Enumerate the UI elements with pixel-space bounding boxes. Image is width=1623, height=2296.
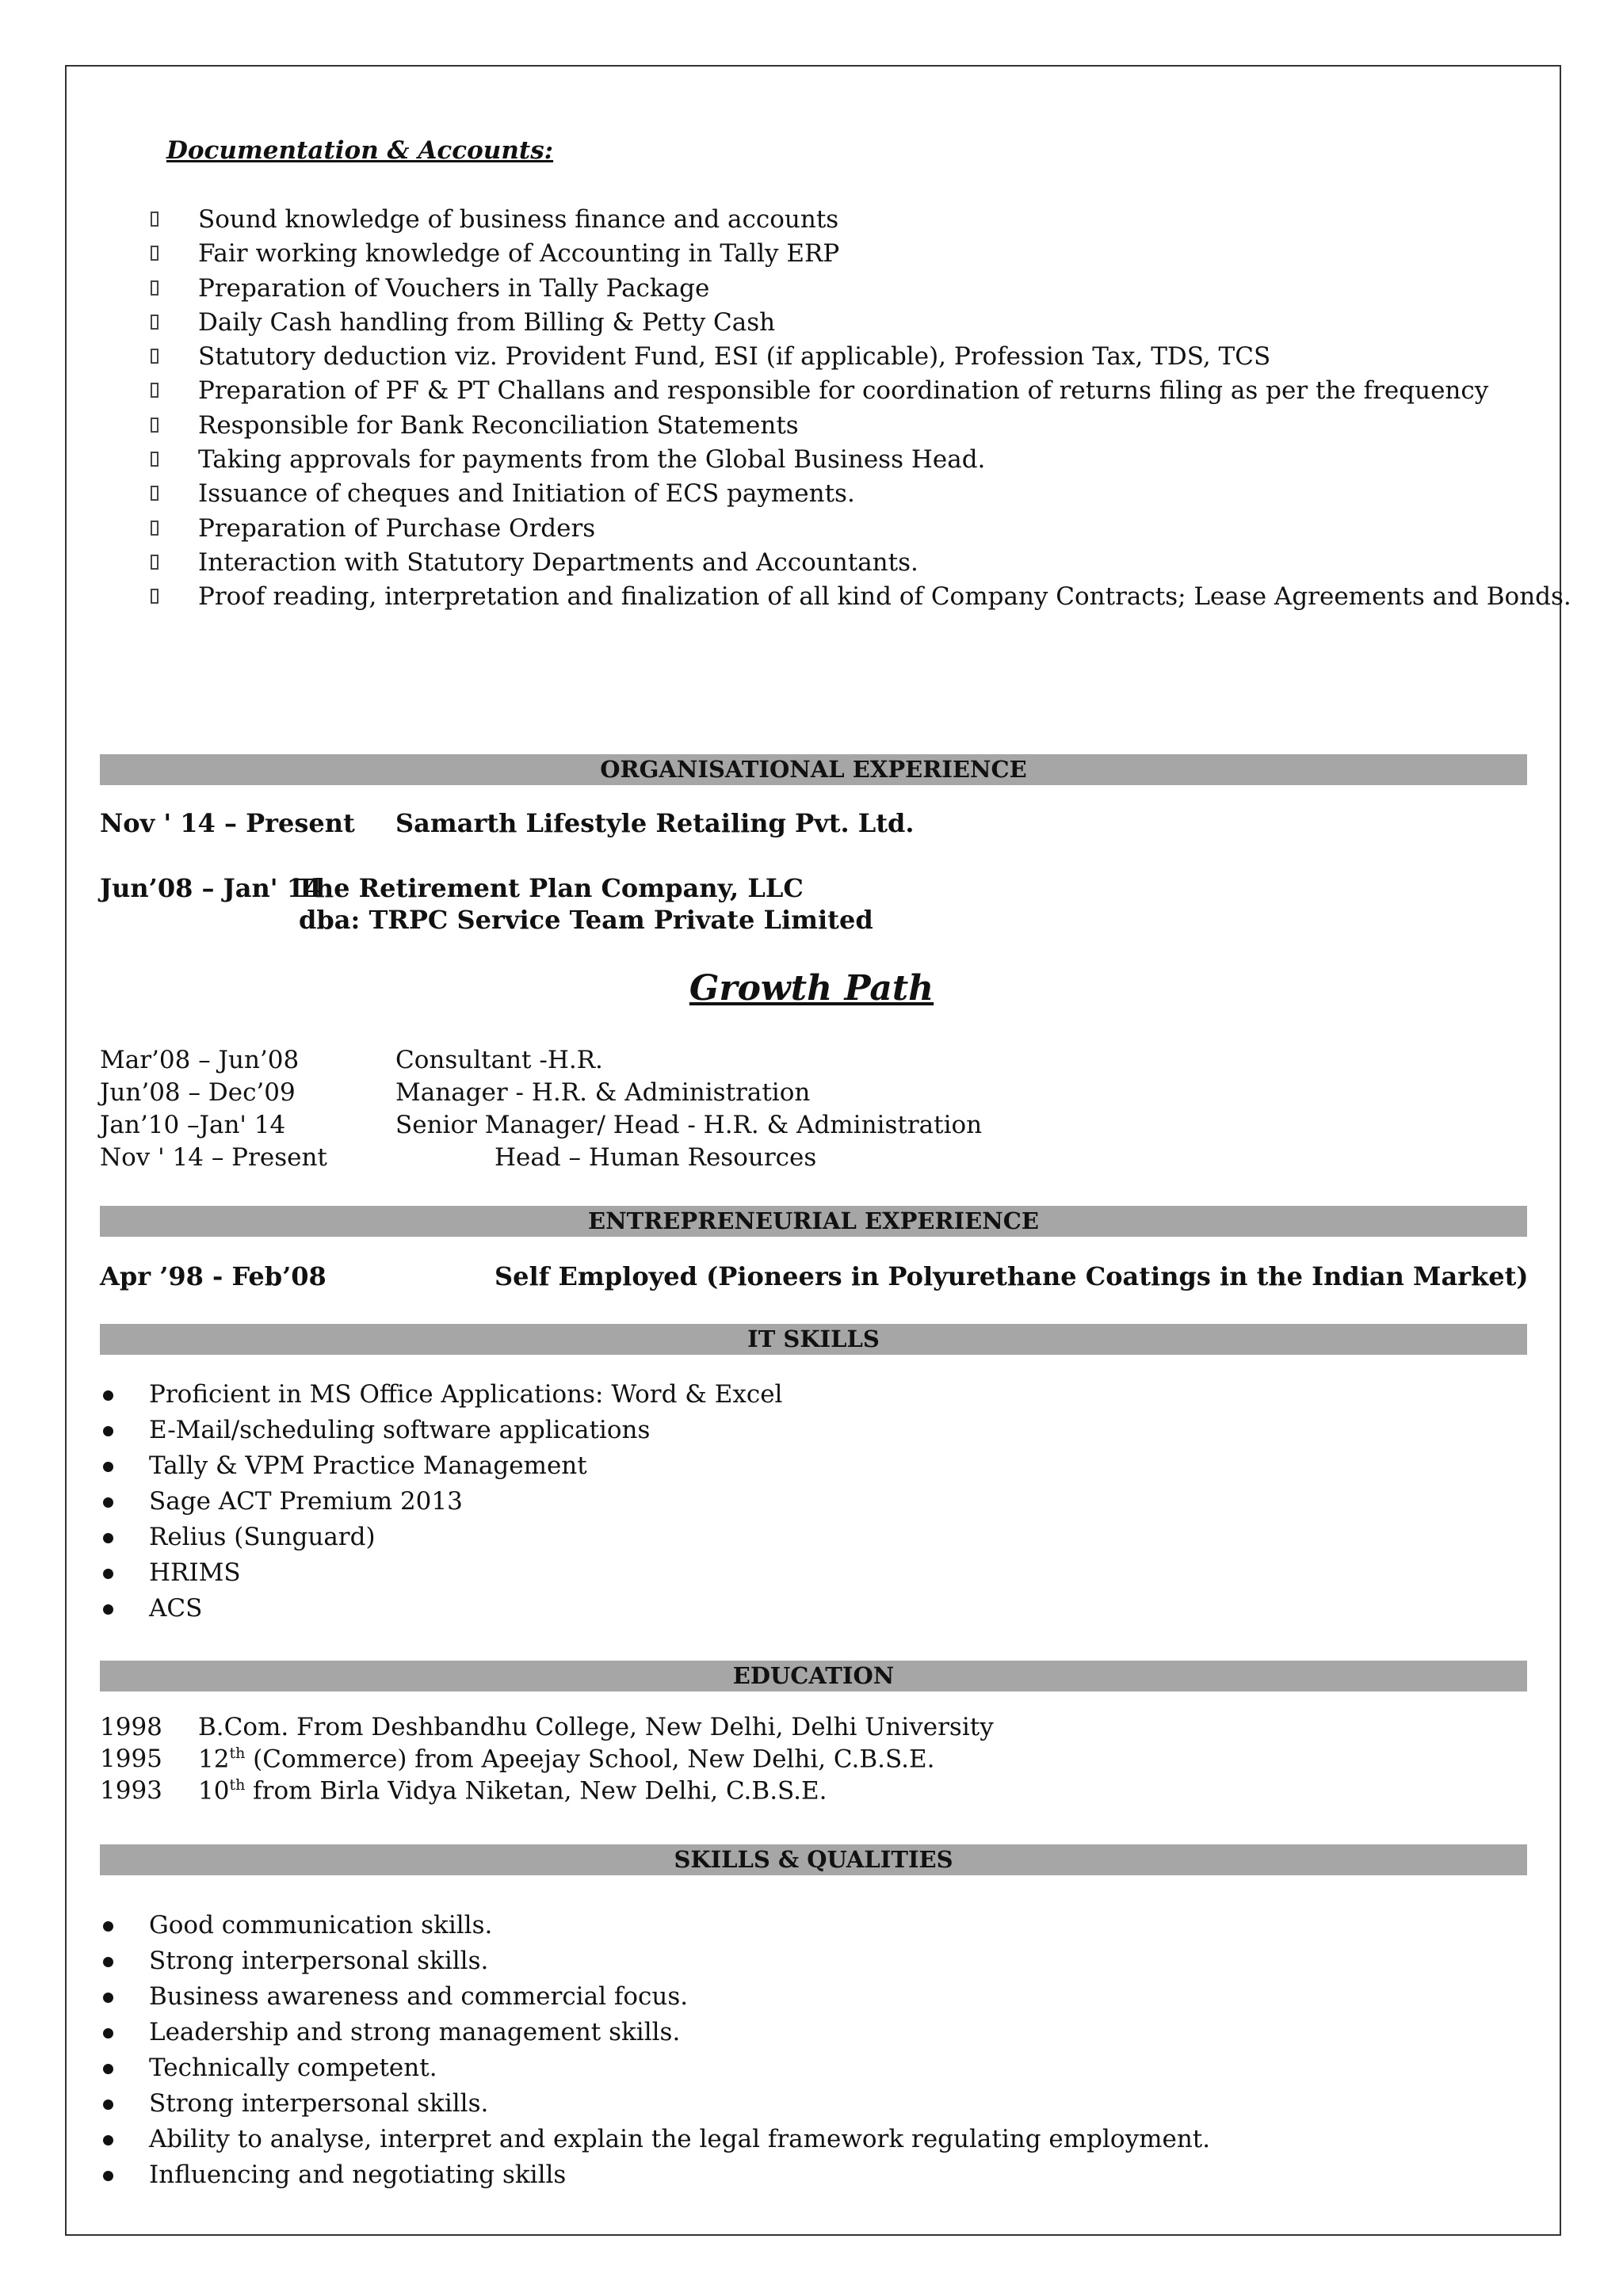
education-text: 12th (Commerce) from Apeejay School, New Delhi, C.B.S.E. <box>198 1745 935 1774</box>
list-item: Responsible for Bank Reconciliation Statements <box>147 409 1571 443</box>
list-item: Leadership and strong management skills. <box>100 2015 1210 2050</box>
list-item: Proof reading, interpretation and finalization of all kind of Company Contracts; Lease Agreements and Bonds. <box>147 580 1571 614</box>
list-item: Ability to analyse, interpret and explain the legal framework regulating employment. <box>100 2122 1210 2157</box>
box-bullet-icon <box>151 521 158 536</box>
list-item: Preparation of Purchase Orders <box>147 512 1571 546</box>
box-bullet-icon <box>151 246 158 261</box>
growth-period-3: Jan’10 –Jan' 14 <box>100 1111 286 1139</box>
entrepreneurial-period: Apr ’98 - Feb’08 <box>100 1261 327 1291</box>
skills-qualities-heading: SKILLS & QUALITIES <box>100 1844 1527 1875</box>
skills-qualities-list <box>100 1908 1210 2193</box>
documentation-heading: Documentation & Accounts: <box>166 136 554 165</box>
education-heading: EDUCATION <box>100 1661 1527 1691</box>
education-year: 1995 <box>100 1745 162 1773</box>
list-item: Taking approvals for payments from the Global Business Head. <box>147 443 1571 477</box>
bullet-icon <box>103 1390 113 1401</box>
bullet-icon <box>103 2028 113 2039</box>
organisational-experience-heading: ORGANISATIONAL EXPERIENCE <box>100 754 1527 785</box>
bullet-icon <box>103 2135 113 2145</box>
list-item: Daily Cash handling from Billing & Petty Cash <box>147 306 1571 340</box>
box-bullet-icon <box>151 212 158 227</box>
list-item: Interaction with Statutory Departments and Accountants. <box>147 546 1571 580</box>
list-item: ACS <box>100 1591 782 1627</box>
education-year: 1993 <box>100 1776 162 1805</box>
org-company-2-dba: dba: TRPC Service Team Private Limited <box>299 905 873 935</box>
list-item: Technically competent. <box>100 2050 1210 2086</box>
growth-role-2: Manager - H.R. & Administration <box>395 1078 811 1107</box>
growth-role-3: Senior Manager/ Head - H.R. & Administration <box>395 1111 983 1139</box>
list-item: HRIMS <box>100 1555 782 1591</box>
box-bullet-icon <box>151 280 158 296</box>
box-bullet-icon <box>151 349 158 364</box>
box-bullet-icon <box>151 589 158 604</box>
entrepreneurial-description: Self Employed (Pioneers in Polyurethane Coatings in the Indian Market) <box>495 1261 1529 1291</box>
list-item: Statutory deduction viz. Provident Fund, ESI (if applicable), Profession Tax, TDS, TCS <box>147 340 1571 374</box>
org-company-2: The Retirement Plan Company, LLC <box>296 873 804 903</box>
growth-role-4: Head – Human Resources <box>495 1143 817 1172</box>
box-bullet-icon <box>151 452 158 467</box>
list-item: Relius (Sunguard) <box>100 1520 782 1555</box>
education-text: B.Com. From Deshbandhu College, New Delhi, Delhi University <box>198 1713 994 1741</box>
bullet-icon <box>103 1993 113 2003</box>
bullet-icon <box>103 1604 113 1615</box>
list-item: Fair working knowledge of Accounting in Tally ERP <box>147 237 1571 271</box>
bullet-icon <box>103 2100 113 2110</box>
bullet-icon <box>103 1497 113 1508</box>
bullet-icon <box>103 2064 113 2074</box>
list-item: Strong interpersonal skills. <box>100 1943 1210 1979</box>
bullet-icon <box>103 1462 113 1472</box>
growth-role-1: Consultant -H.R. <box>395 1046 603 1074</box>
education-year: 1998 <box>100 1713 162 1741</box>
list-item: Issuance of cheques and Initiation of ECS payments. <box>147 477 1571 511</box>
it-skills-list <box>100 1377 782 1627</box>
growth-path-title: Growth Path <box>689 968 934 1009</box>
box-bullet-icon <box>151 555 158 570</box>
box-bullet-icon <box>151 383 158 398</box>
entrepreneurial-experience-heading: ENTREPRENEURIAL EXPERIENCE <box>100 1206 1527 1237</box>
documentation-list <box>147 203 1571 615</box>
list-item: Tally & VPM Practice Management <box>100 1448 782 1484</box>
bullet-icon <box>103 1921 113 1932</box>
list-item: E-Mail/scheduling software applications <box>100 1413 782 1448</box>
growth-period-2: Jun’08 – Dec’09 <box>100 1078 296 1107</box>
list-item: Sound knowledge of business finance and accounts <box>147 203 1571 237</box>
list-item: Sage ACT Premium 2013 <box>100 1484 782 1520</box>
org-company-1: Samarth Lifestyle Retailing Pvt. Ltd. <box>395 808 915 838</box>
box-bullet-icon <box>151 486 158 501</box>
box-bullet-icon <box>151 418 158 433</box>
list-item: Preparation of Vouchers in Tally Package <box>147 272 1571 306</box>
bullet-icon <box>103 1426 113 1436</box>
org-period-2: Jun’08 – Jan' 14 <box>100 873 323 903</box>
bullet-icon <box>103 1533 113 1543</box>
org-period-1: Nov ' 14 – Present <box>100 808 355 838</box>
list-item: Preparation of PF & PT Challans and responsible for coordination of returns filing as per the frequency <box>147 374 1571 408</box>
list-item: Good communication skills. <box>100 1908 1210 1943</box>
education-text: 10th from Birla Vidya Niketan, New Delhi, C.B.S.E. <box>198 1776 827 1806</box>
box-bullet-icon <box>151 315 158 330</box>
growth-period-1: Mar’08 – Jun’08 <box>100 1046 300 1074</box>
bullet-icon <box>103 1569 113 1579</box>
growth-period-4: Nov ' 14 – Present <box>100 1143 327 1172</box>
bullet-icon <box>103 1957 113 1967</box>
list-item: Proficient in MS Office Applications: Word & Excel <box>100 1377 782 1413</box>
it-skills-heading: IT SKILLS <box>100 1324 1527 1355</box>
list-item: Influencing and negotiating skills <box>100 2157 1210 2193</box>
list-item: Strong interpersonal skills. <box>100 2086 1210 2122</box>
bullet-icon <box>103 2171 113 2181</box>
list-item: Business awareness and commercial focus. <box>100 1979 1210 2015</box>
